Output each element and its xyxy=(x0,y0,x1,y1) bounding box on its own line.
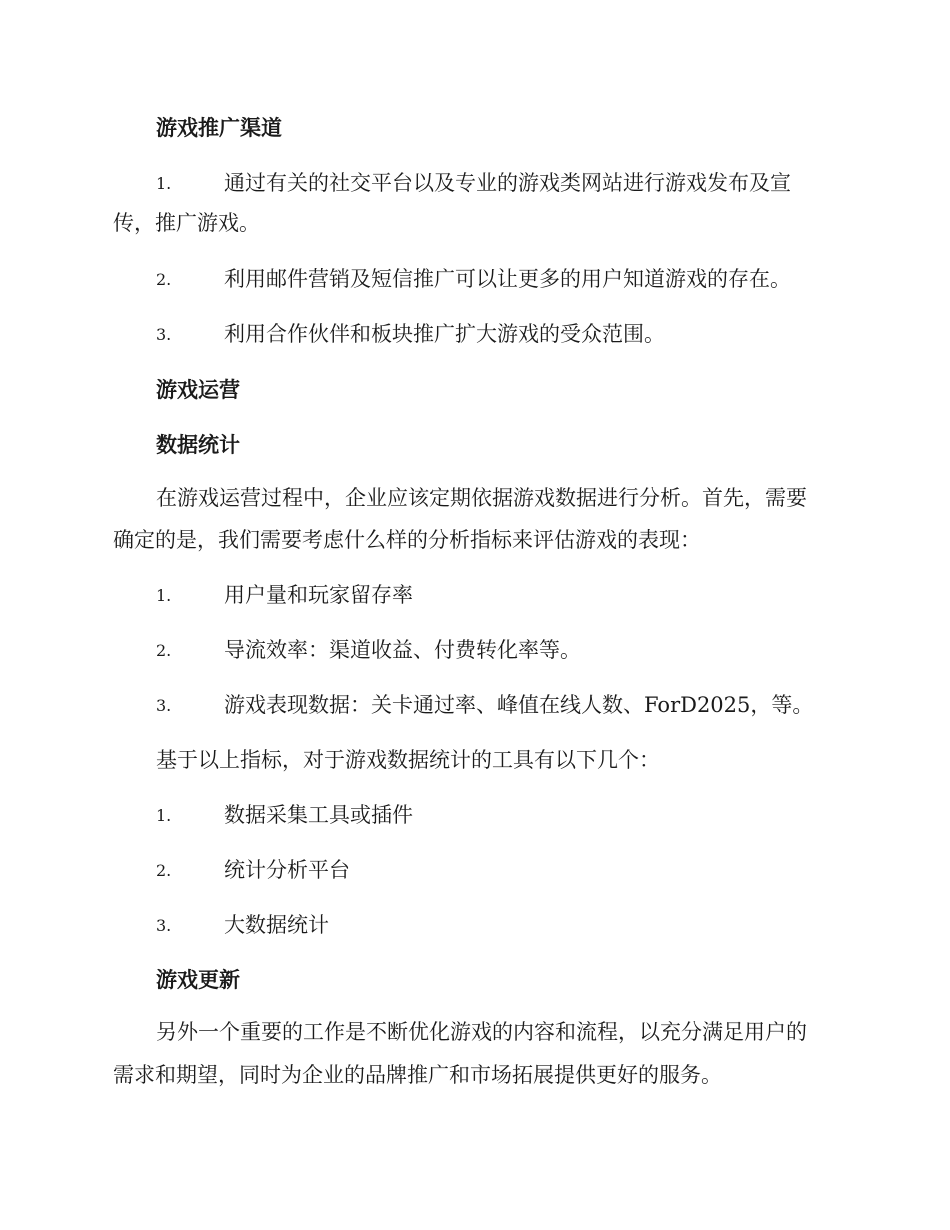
list-item-text: 数据采集工具或插件 xyxy=(224,803,413,827)
list-number: 2. xyxy=(156,641,172,660)
list-item-text: 利用邮件营销及短信推广可以让更多的用户知道游戏的存在。 xyxy=(224,267,791,291)
section-heading-update: 游戏更新 xyxy=(156,967,240,992)
list-number: 1. xyxy=(156,586,172,605)
list-item-text: 导流效率：渠道收益、付费转化率等。 xyxy=(224,638,581,662)
list-item-text: 利用合作伙伴和板块推广扩大游戏的受众范围。 xyxy=(224,322,665,346)
list-item-continuation: 传，推广游戏。 xyxy=(113,211,260,235)
section-heading-promotion: 游戏推广渠道 xyxy=(156,115,282,140)
list-item-text: 统计分析平台 xyxy=(224,858,350,882)
paragraph-line: 需求和期望，同时为企业的品牌推广和市场拓展提供更好的服务。 xyxy=(113,1063,722,1087)
paragraph-line: 另外一个重要的工作是不断优化游戏的内容和流程，以充分满足用户的 xyxy=(156,1020,807,1044)
list-number: 1. xyxy=(156,806,172,825)
section-heading-statistics: 数据统计 xyxy=(156,432,240,457)
section-heading-operation: 游戏运营 xyxy=(156,377,240,402)
list-item-text: 大数据统计 xyxy=(224,913,329,937)
paragraph-line: 确定的是，我们需要考虑什么样的分析指标来评估游戏的表现： xyxy=(113,528,701,552)
list-item-text: 用户量和玩家留存率 xyxy=(224,583,413,607)
list-item-text: 通过有关的社交平台以及专业的游戏类网站进行游戏发布及宣 xyxy=(224,171,791,195)
list-number: 1. xyxy=(156,174,172,193)
list-number: 2. xyxy=(156,270,172,289)
list-item-text: 游戏表现数据：关卡通过率、峰值在线人数、ForD2025，等。 xyxy=(224,693,814,717)
list-number: 3. xyxy=(156,696,172,715)
list-number: 2. xyxy=(156,861,172,880)
list-number: 3. xyxy=(156,916,172,935)
paragraph-line: 基于以上指标，对于游戏数据统计的工具有以下几个： xyxy=(156,748,660,772)
list-number: 3. xyxy=(156,325,172,344)
paragraph-line: 在游戏运营过程中，企业应该定期依据游戏数据进行分析。首先，需要 xyxy=(156,486,807,510)
